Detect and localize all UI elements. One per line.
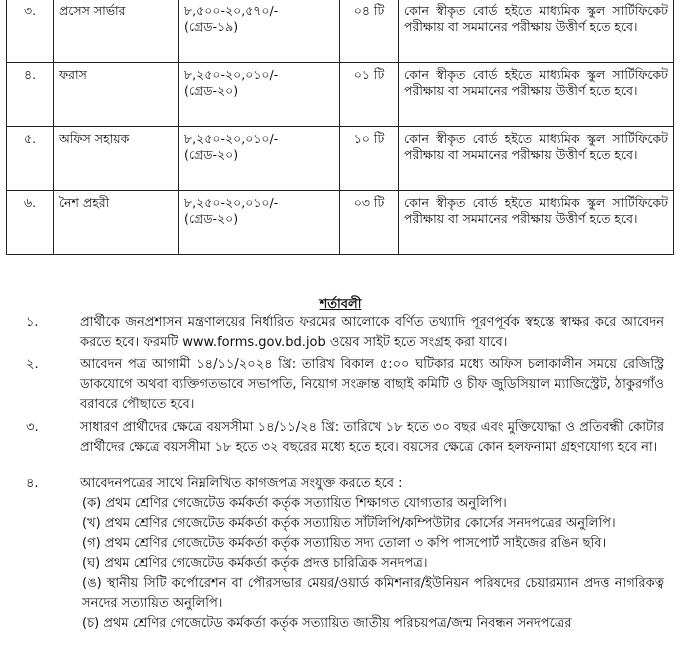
grade: (গ্রেড-২০) (184, 147, 239, 162)
term-text: প্রার্থীকে জনপ্রশাসন মন্ত্রণালয়ের নির্ধারিত ফরমের আলোকে বর্ণিত তথ্যাদি পূরণপূর্বক স্বহস্তে স্বাক্ষর করে আবেদন করতে হবে। ফরমটি www.forms.gov.bd.job ওয়েব সাইট হতে সংগ্রহ করা যাবে। (80, 315, 664, 350)
table-row (7, 191, 674, 255)
serial-cell: ৫. (7, 127, 54, 191)
required-document: (খ) প্রথম শ্রেণির গেজেটেড কর্মকর্তা কর্তৃক সত্যায়িত সাঁটলিপি/কম্পিউটার কোর্সের সনদপত্রের অনুলিপি। (82, 516, 616, 531)
table-row (7, 0, 674, 63)
grade: (গ্রেড-২০) (184, 211, 239, 226)
required-document: (চ) প্রথম শ্রেণির গেজেটেড কর্মকর্তা কর্তৃক সত্যায়িত জাতীয় পরিচয়পত্র/জন্ম নিবন্ধন সনদপত্রের (82, 616, 572, 631)
pay-scale: ৮,২৫০-২০,০১০/- (184, 131, 279, 146)
post-name-cell: অফিস সহায়ক (54, 127, 179, 191)
qualification-cell: কোন স্বীকৃত বোর্ড হইতে মাধ্যমিক স্কুল সার্টিফিকেট পরীক্ষায় বা সমমানের পরীক্ষায় উত্তীর্ণ হতে হবে। (399, 127, 674, 191)
post-count-cell: ১০ টি (340, 127, 399, 191)
pay-scale-cell (179, 0, 340, 63)
term-text: আবেদন পত্র আগামী ১৪/১১/২০২৪ খ্রি: তারিখ বিকাল ৫:০০ ঘটিকার মধ্যে অফিস চলাকালীন সময়ে রেজিস্ট্রি ডাকযোগে অথবা ব্যক্তিগতভাবে সভাপতি, নিয়োগ সংক্রান্ত বাছাই কমিটি ও চীফ জুডিসিয়াল ম্যাজিস্ট্রেট, ঠাকুরগাঁও বরাবরে পৌছাতে হবে। (80, 357, 664, 412)
term-text-block (80, 474, 664, 634)
post-count-cell: ০১ টি (340, 63, 399, 127)
pay-scale: ৮,৫০০-২০,৫৭০/- (184, 3, 279, 18)
grade: (গ্রেড-১৯) (184, 19, 239, 34)
term-text: আবেদনপত্রের সাথে নিম্নলিখিত কাগজপত্র সংযুক্ত করতে হবে : (80, 476, 403, 491)
qualification-cell: কোন স্বীকৃত বোর্ড হইতে মাধ্যমিক স্কুল সার্টিফিকেট পরীক্ষায় বা সমমানের পরীক্ষায় উত্তীর্ণ হতে হবে। (399, 63, 674, 127)
serial-cell: ৬. (7, 191, 54, 255)
term-number: ১. (26, 315, 39, 330)
qualification-cell: কোন স্বীকৃত বোর্ড হইতে মাধ্যমিক স্কুল সার্টিফিকেট পরীক্ষায় বা সমমানের পরীক্ষায় উত্তীর্ণ হতে হবে। (399, 191, 674, 255)
required-document: (ক) প্রথম শ্রেণির গেজেটেড কর্মকর্তা কর্তৃক সত্যায়িত শিক্ষাগত যোগ্যতার অনুলিপি। (82, 496, 507, 511)
grade: (গ্রেড-২০) (184, 83, 239, 98)
qualification-cell: কোন স্বীকৃত বোর্ড হইতে মাধ্যমিক স্কুল সার্টিফিকেট পরীক্ষায় বা সমমানের পরীক্ষায় উত্তীর্ণ হতে হবে। (399, 0, 674, 63)
term-number: ৩. (26, 420, 39, 435)
pay-scale-cell (179, 127, 340, 191)
terms-heading: শর্তাবলী (319, 297, 362, 312)
term-number: ৪. (26, 476, 39, 491)
required-document: (ঙ) স্থানীয় সিটি কর্পোরেশন বা পৌরসভার মেয়র/ওয়ার্ড কমিশনার/ইউনিয়ন পরিষদের চেয়ারম্যান প্রদত্ত নাগরিকত্ব সনদের সত্যায়িত অনুলিপি। (82, 576, 664, 611)
pay-scale-cell (179, 191, 340, 255)
required-document: (ঘ) প্রথম শ্রেণির গেজেটেড কর্মকর্তা কর্তৃক প্রদত্ত চারিত্রিক সনদপত্র। (82, 556, 428, 571)
post-name-cell: ফরাস (54, 63, 179, 127)
term-number: ২. (26, 357, 39, 372)
table-row (7, 63, 674, 127)
pay-scale: ৮,২৫০-২০,০১০/- (184, 195, 279, 210)
pay-scale: ৮,২৫০-২০,০১০/- (184, 67, 279, 82)
posts-table (6, 0, 674, 255)
pay-scale-cell (179, 63, 340, 127)
serial-cell: ৩. (7, 0, 54, 63)
post-name-cell: নৈশ প্রহরী (54, 191, 179, 255)
table-row (7, 127, 674, 191)
post-count-cell: ০৩ টি (340, 191, 399, 255)
term-text: সাধারণ প্রার্থীদের ক্ষেত্রে বয়সসীমা ১৪/১১/২৪ খ্রি: তারিখে ১৮ হতে ৩০ বছর এবং মুক্তিযোদ্ধা ও প্রতিবন্ধী কোটার প্রার্থীদের ক্ষেত্রে বয়সসীমা ১৮ হতে ৩২ বছরের মধ্যে হতে হবে। বয়সের ক্ষেত্রে কোন হলফনামা গ্রহণযোগ্য হবে না। (80, 420, 664, 455)
required-document: (গ) প্রথম শ্রেণির গেজেটেড কর্মকর্তা কর্তৃক সত্যায়িত সদ্য তোলা ৩ কপি পাসপোর্ট সাইজের রঙিন ছবি। (82, 536, 607, 551)
serial-cell: ৪. (7, 63, 54, 127)
post-count-cell: ০৪ টি (340, 0, 399, 63)
post-name-cell: প্রসেস সার্ভার (54, 0, 179, 63)
